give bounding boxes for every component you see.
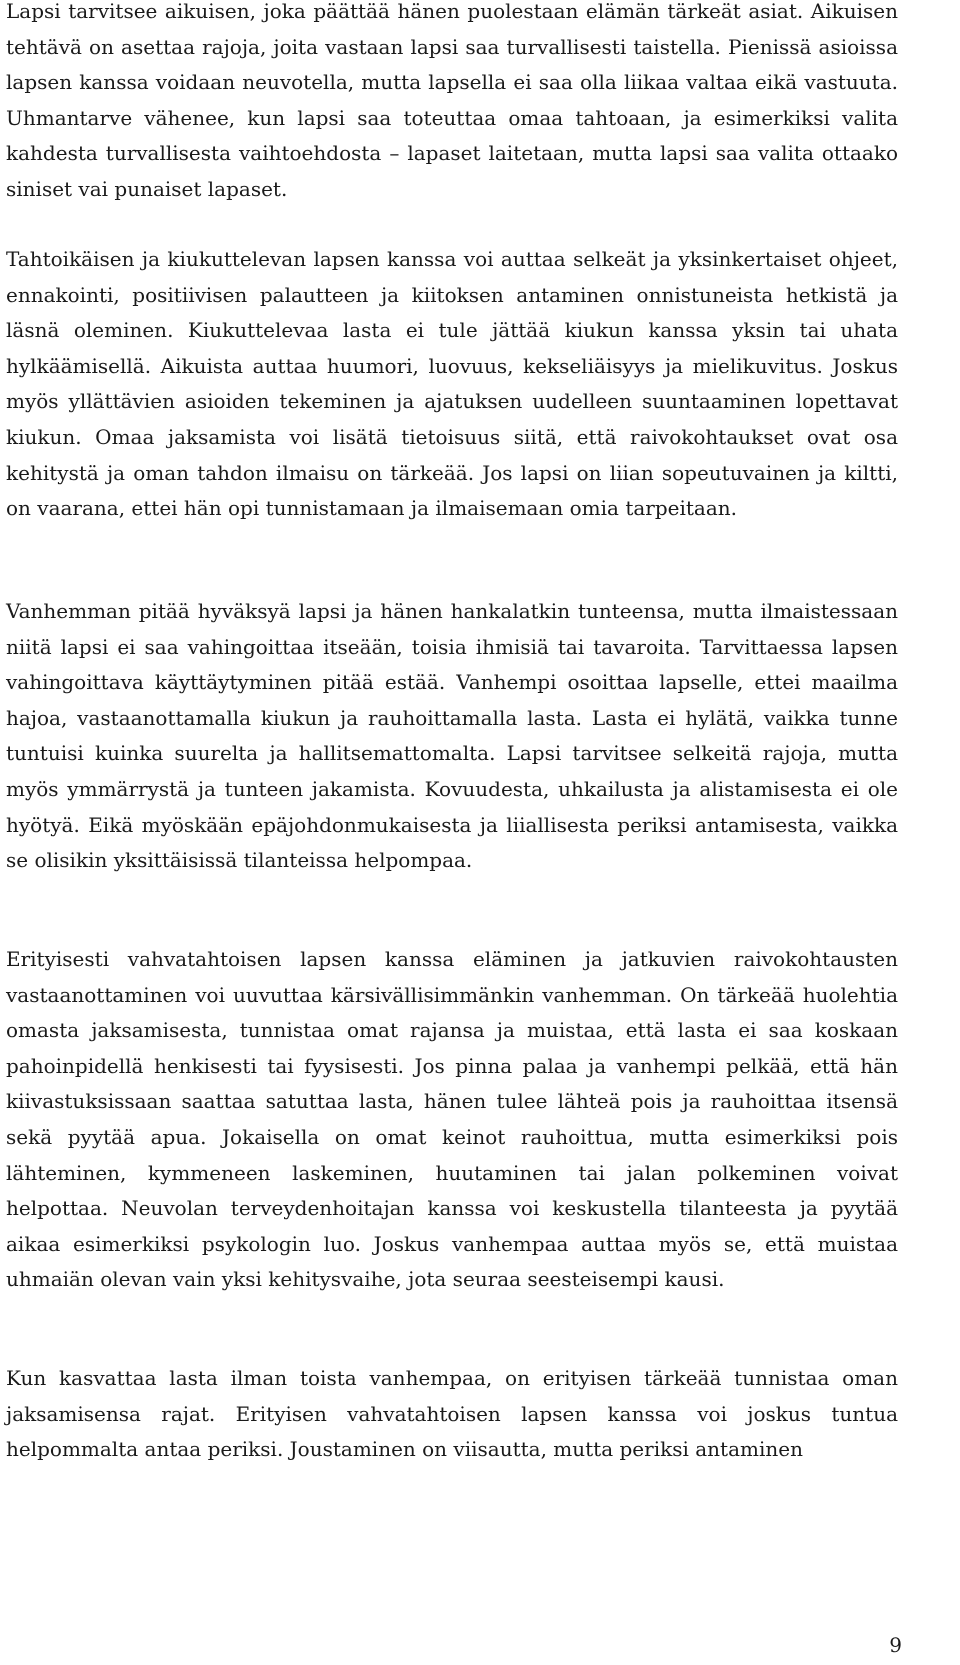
paragraph-1: Lapsi tarvitsee aikuisen, joka päättää hänen puolestaan elämän tärkeät asiat. Aikuisen tehtävä on asettaa rajoja, joita vastaan lapsi saa turvallisesti taistella. Pienissä asioissa lapsen kanssa voidaan neuvotella, mutta lapsella ei saa olla liikaa valtaa eikä vastuuta. Uhmantarve vähenee, kun lapsi saa toteuttaa omaa tahtoaan, ja esimerkiksi valita kahdesta turvallisesta vaihtoehdosta – lapaset laitetaan, mutta lapsi saa valita ottaako siniset vai punaiset lapaset. [6, 0, 898, 201]
paragraph-4: Erityisesti vahvatahtoisen lapsen kanssa eläminen ja jatkuvien raivokohtausten vastaanottaminen voi uuvuttaa kärsivällisimmänkin vanhemman. On tärkeää huolehtia omasta jaksamisesta, tunnistaa omat rajansa ja muistaa, että lasta ei saa koskaan pahoinpidellä henkisesti tai fyysisesti. Jos pinna palaa ja vanhempi pelkää, että hän kiivastuksissaan saattaa satuttaa lasta, hänen tulee lähteä pois ja rauhoittaa itsensä sekä pyytää apua. Jokaisella on omat keinot rauhoittua, mutta esimerkiksi pois lähteminen, kymmeneen laskeminen, huutaminen tai jalan polkeminen voivat helpottaa. Neuvolan terveydenhoitajan kanssa voi keskustella tilanteesta ja pyytää aikaa esimerkiksi psykologin luo. Joskus vanhempaa auttaa myös se, että muistaa uhmaiän olevan vain yksi kehitysvaihe, jota seuraa seesteisempi kausi. [6, 947, 898, 1292]
paragraph-5: Kun kasvattaa lasta ilman toista vanhempaa, on erityisen tärkeää tunnistaa oman jaksamisensa rajat. Erityisen vahvatahtoisen lapsen kanssa voi joskus tuntua helpommalta antaa periksi. Joustaminen on viisautta, mutta periksi antaminen [6, 1366, 898, 1462]
paragraph-2: Tahtoikäisen ja kiukuttelevan lapsen kanssa voi auttaa selkeät ja yksinkertaiset ohjeet, ennakointi, positiivisen palautteen ja kiitoksen antaminen onnistuneista hetkistä ja läsnä oleminen. Kiukuttelevaa lasta ei tule jättää kiukun kanssa yksin tai uhata hylkäämisellä. Aikuista auttaa huumori, luovuus, kekseliäisyys ja mielikuvitus. Joskus myös yllättävien asioiden tekeminen ja ajatuksen uudelleen suuntaaminen lopettavat kiukun. Omaa jaksamista voi lisätä tietoisuus siitä, että raivokohtaukset ovat osa kehitystä ja oman tahdon ilmaisu on tärkeää. Jos lapsi on liian sopeutuvainen ja kiltti, on vaarana, ettei hän opi tunnistamaan ja ilmaisemaan omia tarpeitaan. [6, 247, 898, 521]
page-number: 9 [889, 1633, 902, 1657]
paragraph-3: Vanhemman pitää hyväksyä lapsi ja hänen hankalatkin tunteensa, mutta ilmaistessaan niitä lapsi ei saa vahingoittaa itseään, toisia ihmisiä tai tavaroita. Tarvittaessa lapsen vahingoittava käyttäytyminen pitää estää. Vanhempi osoittaa lapselle, ettei maailma hajoa, vastaanottamalla kiukun ja rauhoittamalla lasta. Lasta ei hylätä, vaikka tunne tuntuisi kuinka suurelta ja hallitsemattomalta. Lapsi tarvitsee selkeitä rajoja, mutta myös ymmärrystä ja tunteen jakamista. Kovuudesta, uhkailusta ja alistamisesta ei ole hyötyä. Eikä myöskään epäjohdonmukaisesta ja liiallisesta periksi antamisesta, vaikka se olisikin yksittäisissä tilanteissa helpompaa. [6, 599, 898, 873]
